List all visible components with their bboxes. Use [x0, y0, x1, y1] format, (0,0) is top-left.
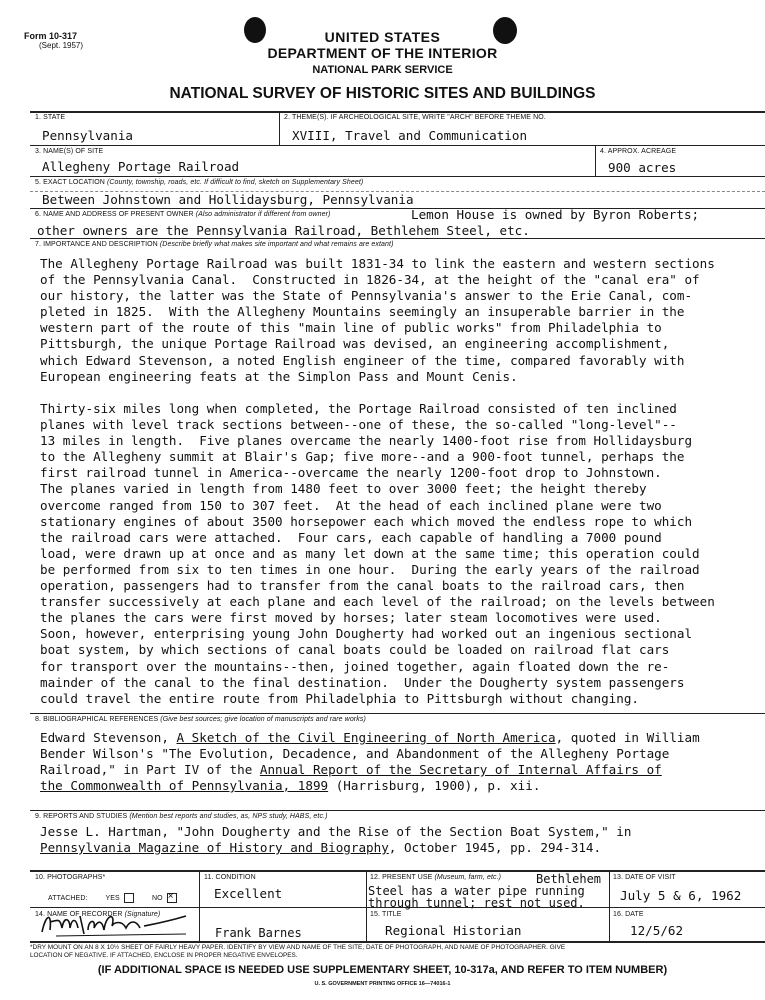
- acreage-label: 4. APPROX. ACREAGE: [600, 148, 677, 155]
- bibliography-line-1: [40, 730, 700, 746]
- bibliography-hint: (Give best sources; give location of manuscripts and rare works): [160, 716, 366, 723]
- reports-magazine: Pennsylvania Magazine of History and Biography: [40, 840, 389, 855]
- description-line: load, were drawn up at once and as many let down at the same time; this operation could: [40, 545, 700, 561]
- photo-note-line1: *DRY MOUNT ON AN 8 X 10½ SHEET OF FAIRLY HEAVY PAPER. IDENTIFY BY VIEW AND NAME OF THE SITE, DATE OF PHOTOGRAPH, AND NAME OF PHOTOGRAPHER. GIVE: [30, 944, 566, 951]
- description-line: for transport over the mountains--then, joined together, again floated down the re-: [40, 658, 670, 674]
- description-line: of the Pennsylvania Canal. Constructed in 1826-34, at the height of the "canal era" of: [40, 272, 700, 288]
- state-label: 1. STATE: [35, 114, 66, 121]
- recorder-hint: (Signature): [124, 911, 161, 918]
- description-line: Soon, however, enterprising young John Dougherty had worked out an ingenious sectional: [40, 626, 693, 642]
- photos-label: 10. PHOTOGRAPHS*: [35, 874, 106, 881]
- reports-hint: (Mention best reports and studies, as, NPS study, HABS, etc.): [129, 813, 328, 820]
- printing-office: U. S. GOVERNMENT PRINTING OFFICE 16—74016-1: [314, 981, 451, 987]
- agency-line3: NATIONAL PARK SERVICE: [312, 64, 453, 76]
- state-value: Pennsylvania: [42, 128, 133, 143]
- owner-label: [35, 211, 330, 218]
- use-value-l3: through tunnel; rest not used.: [368, 896, 585, 910]
- bib-commonwealth: the Commonwealth of Pennsylvania, 1899: [40, 778, 329, 793]
- reports-label: [35, 813, 328, 820]
- attached-label: ATTACHED:: [48, 894, 88, 902]
- description-line: our history, the latter was the State of Pennsylvania's answer to the Erie Canal, com-: [40, 288, 693, 304]
- recorder-name: Frank Barnes: [215, 926, 302, 940]
- bib-author: Edward Stevenson,: [40, 730, 177, 745]
- description-line: Pittsburgh, the unique Portage Railroad was devised, an engineering accomplishment,: [40, 336, 670, 352]
- acreage-value: 900 acres: [608, 160, 677, 175]
- supplementary-note: (IF ADDITIONAL SPACE IS NEEDED USE SUPPLEMENTARY SHEET, 10-317a, AND REFER TO ITEM NUMBER): [97, 964, 668, 976]
- description-line: The planes varied in length from 1480 feet to over 3000 feet; the height thereby: [40, 481, 647, 497]
- bibliography-line-2: Bender Wilson's "The Evolution, Decadence, and Abandonment of the Allegheny Portage: [40, 746, 670, 761]
- date-label: 16. DATE: [613, 911, 644, 918]
- description-line: be performed from six to ten times in one hour. During the early years of the railroad: [40, 561, 700, 577]
- use-hint: (Museum, farm, etc.): [434, 874, 502, 881]
- description-line: the planes the cars were first moved by horses; later steam locomotives were used.: [40, 610, 662, 626]
- description-line: planes with level track sections between--one of these, the so-called "long-level"--: [40, 417, 677, 433]
- yes-checkbox[interactable]: [124, 893, 134, 903]
- description-line: The Allegheny Portage Railroad was built 1831-34 to link the eastern and western sections: [40, 256, 715, 271]
- reports-label-text: 9. REPORTS AND STUDIES: [35, 813, 128, 820]
- no-label: NO: [151, 894, 163, 902]
- location-label: [35, 179, 363, 186]
- owner-label-text: 6. NAME AND ADDRESS OF PRESENT OWNER: [35, 211, 194, 218]
- description-line: overcome ranged from 150 to 307 feet. At the head of each inclined plane were two: [40, 497, 662, 513]
- bib-railroad: Railroad," in Part IV of the: [40, 762, 260, 777]
- description-paragraph-1: [40, 256, 715, 385]
- date-value: 12/5/62: [630, 923, 684, 938]
- importance-label-text: 7. IMPORTANCE AND DESCRIPTION: [35, 241, 158, 248]
- description-line: Thirty-six miles long when completed, the Portage Railroad consisted of ten inclined: [40, 401, 677, 416]
- bibliography-label-text: 8. BIBLIOGRAPHICAL REFERENCES: [35, 716, 159, 723]
- description-line: first railroad tunnel in America--overcame the nearly 1200-foot drop to Johnstown.: [40, 465, 662, 481]
- survey-title: NATIONAL SURVEY OF HISTORIC SITES AND BUILDINGS: [169, 85, 596, 102]
- bibliography-label: [35, 716, 366, 723]
- recorder-label-text: 14. NAME OF RECORDER: [35, 911, 123, 918]
- importance-label: [35, 241, 394, 248]
- description-line: to the Allegheny summit at Blair's Gap; five more--and a 900-foot tunnel, perhaps the: [40, 449, 685, 465]
- description-line: which Edward Stevenson, a noted English engineer of the time, compared favorably with: [40, 352, 685, 368]
- attached-row: [48, 893, 177, 903]
- reports-line-1: Jesse L. Hartman, "John Dougherty and the Rise of the Section Boat System," in: [40, 824, 632, 839]
- title-value: Regional Historian: [385, 923, 522, 938]
- bibliography-line-3: [40, 762, 662, 778]
- description-line: stationary engines of about 3500 horsepower each which moved the endless rope to which: [40, 513, 693, 529]
- description-line: mainder of the canal to the final destination. Under the Dougherty system passengers: [40, 674, 685, 690]
- yes-label: YES: [105, 894, 120, 902]
- visit-label: 13. DATE OF VISIT: [613, 874, 676, 881]
- description-line: pleted in 1825. With the Allegheny Mountains seemingly an insuperable barrier in the: [40, 304, 685, 320]
- owner-value-line2: other owners are the Pennsylvania Railroad, Bethlehem Steel, etc.: [37, 223, 530, 238]
- description-line: transfer successively at each plane and each level of the railroad; on the levels between: [40, 594, 715, 610]
- photo-note-line2: LOCATION OF NEGATIVE. IF ATTACHED, ENCLOSE IN PROPER NEGATIVE ENVELOPES.: [30, 952, 298, 959]
- title-label: 15. TITLE: [370, 911, 402, 918]
- themes-label: 2. THEME(S). IF ARCHEOLOGICAL SITE, WRITE "ARCH" BEFORE THEME NO.: [284, 114, 546, 121]
- description-line: could travel the entire route from Philadelphia to Pittsburgh without changing.: [40, 690, 639, 706]
- location-hint: (County, township, roads, etc. If difficult to find, sketch on Supplementary Sheet): [106, 179, 364, 186]
- use-value-l2: Steel has a water pipe running: [368, 884, 585, 898]
- site-label: 3. NAME(S) OF SITE: [35, 148, 104, 155]
- condition-label: 11. CONDITION: [204, 874, 256, 881]
- description-line: boat system, by which sections of canal boats could be loaded on railroad flat cars: [40, 642, 670, 658]
- no-checkbox[interactable]: [167, 893, 177, 903]
- form-number: Form 10-317: [24, 31, 78, 41]
- recorder-signature: [36, 906, 201, 940]
- themes-value: XVIII, Travel and Communication: [292, 128, 528, 143]
- location-value: Between Johnstown and Hollidaysburg, Pennsylvania: [42, 192, 414, 207]
- condition-value: Excellent: [214, 886, 283, 901]
- use-value-l1: Bethlehem: [536, 872, 602, 886]
- location-label-text: 5. EXACT LOCATION: [35, 179, 105, 186]
- bib-harrisburg: (Harrisburg, 1900), p. xii.: [328, 778, 541, 793]
- visit-value: July 5 & 6, 1962: [620, 888, 742, 903]
- bib-sketch-title: A Sketch of the Civil Engineering of North America: [176, 730, 556, 745]
- reports-date: , October 1945, pp. 294-314.: [388, 840, 602, 855]
- importance-hint: (Describe briefly what makes site important and what remains are extant): [159, 241, 394, 248]
- agency-line1: UNITED STATES: [324, 29, 441, 45]
- owner-value-line1: Lemon House is owned by Byron Roberts;: [411, 207, 700, 222]
- form-date: (Sept. 1957): [39, 41, 84, 50]
- description-line: operation, passengers had to transfer from the canal boats to the railroad cars, then: [40, 578, 685, 594]
- description-line: western part of the route of this "main line of public works" from Philadelphia to: [40, 320, 662, 336]
- agency-line2: DEPARTMENT OF THE INTERIOR: [267, 45, 498, 61]
- owner-hint: (Also administrator if different from owner): [195, 211, 331, 218]
- description-line: 13 miles in length. Five planes overcame the nearly 1400-foot rise from Hollidaysburg: [40, 433, 693, 449]
- reports-line-2: [40, 840, 601, 856]
- site-value: Allegheny Portage Railroad: [42, 159, 240, 174]
- description-paragraph-2: [40, 401, 715, 707]
- use-label: [370, 874, 501, 881]
- bib-annual-report: Annual Report of the Secretary of Internal Affairs of: [259, 762, 662, 777]
- bibliography-line-4: [40, 778, 540, 794]
- use-label-text: 12. PRESENT USE: [370, 874, 433, 881]
- description-line: the railroad cars were attached. Four cars, each capable of handling a 7000 pound: [40, 529, 662, 545]
- no-check-mark: ×: [167, 891, 174, 902]
- bib-quoted: , quoted in William: [555, 730, 700, 745]
- description-line: European engineering feats at the Simplon Pass and Mount Cenis.: [40, 368, 518, 384]
